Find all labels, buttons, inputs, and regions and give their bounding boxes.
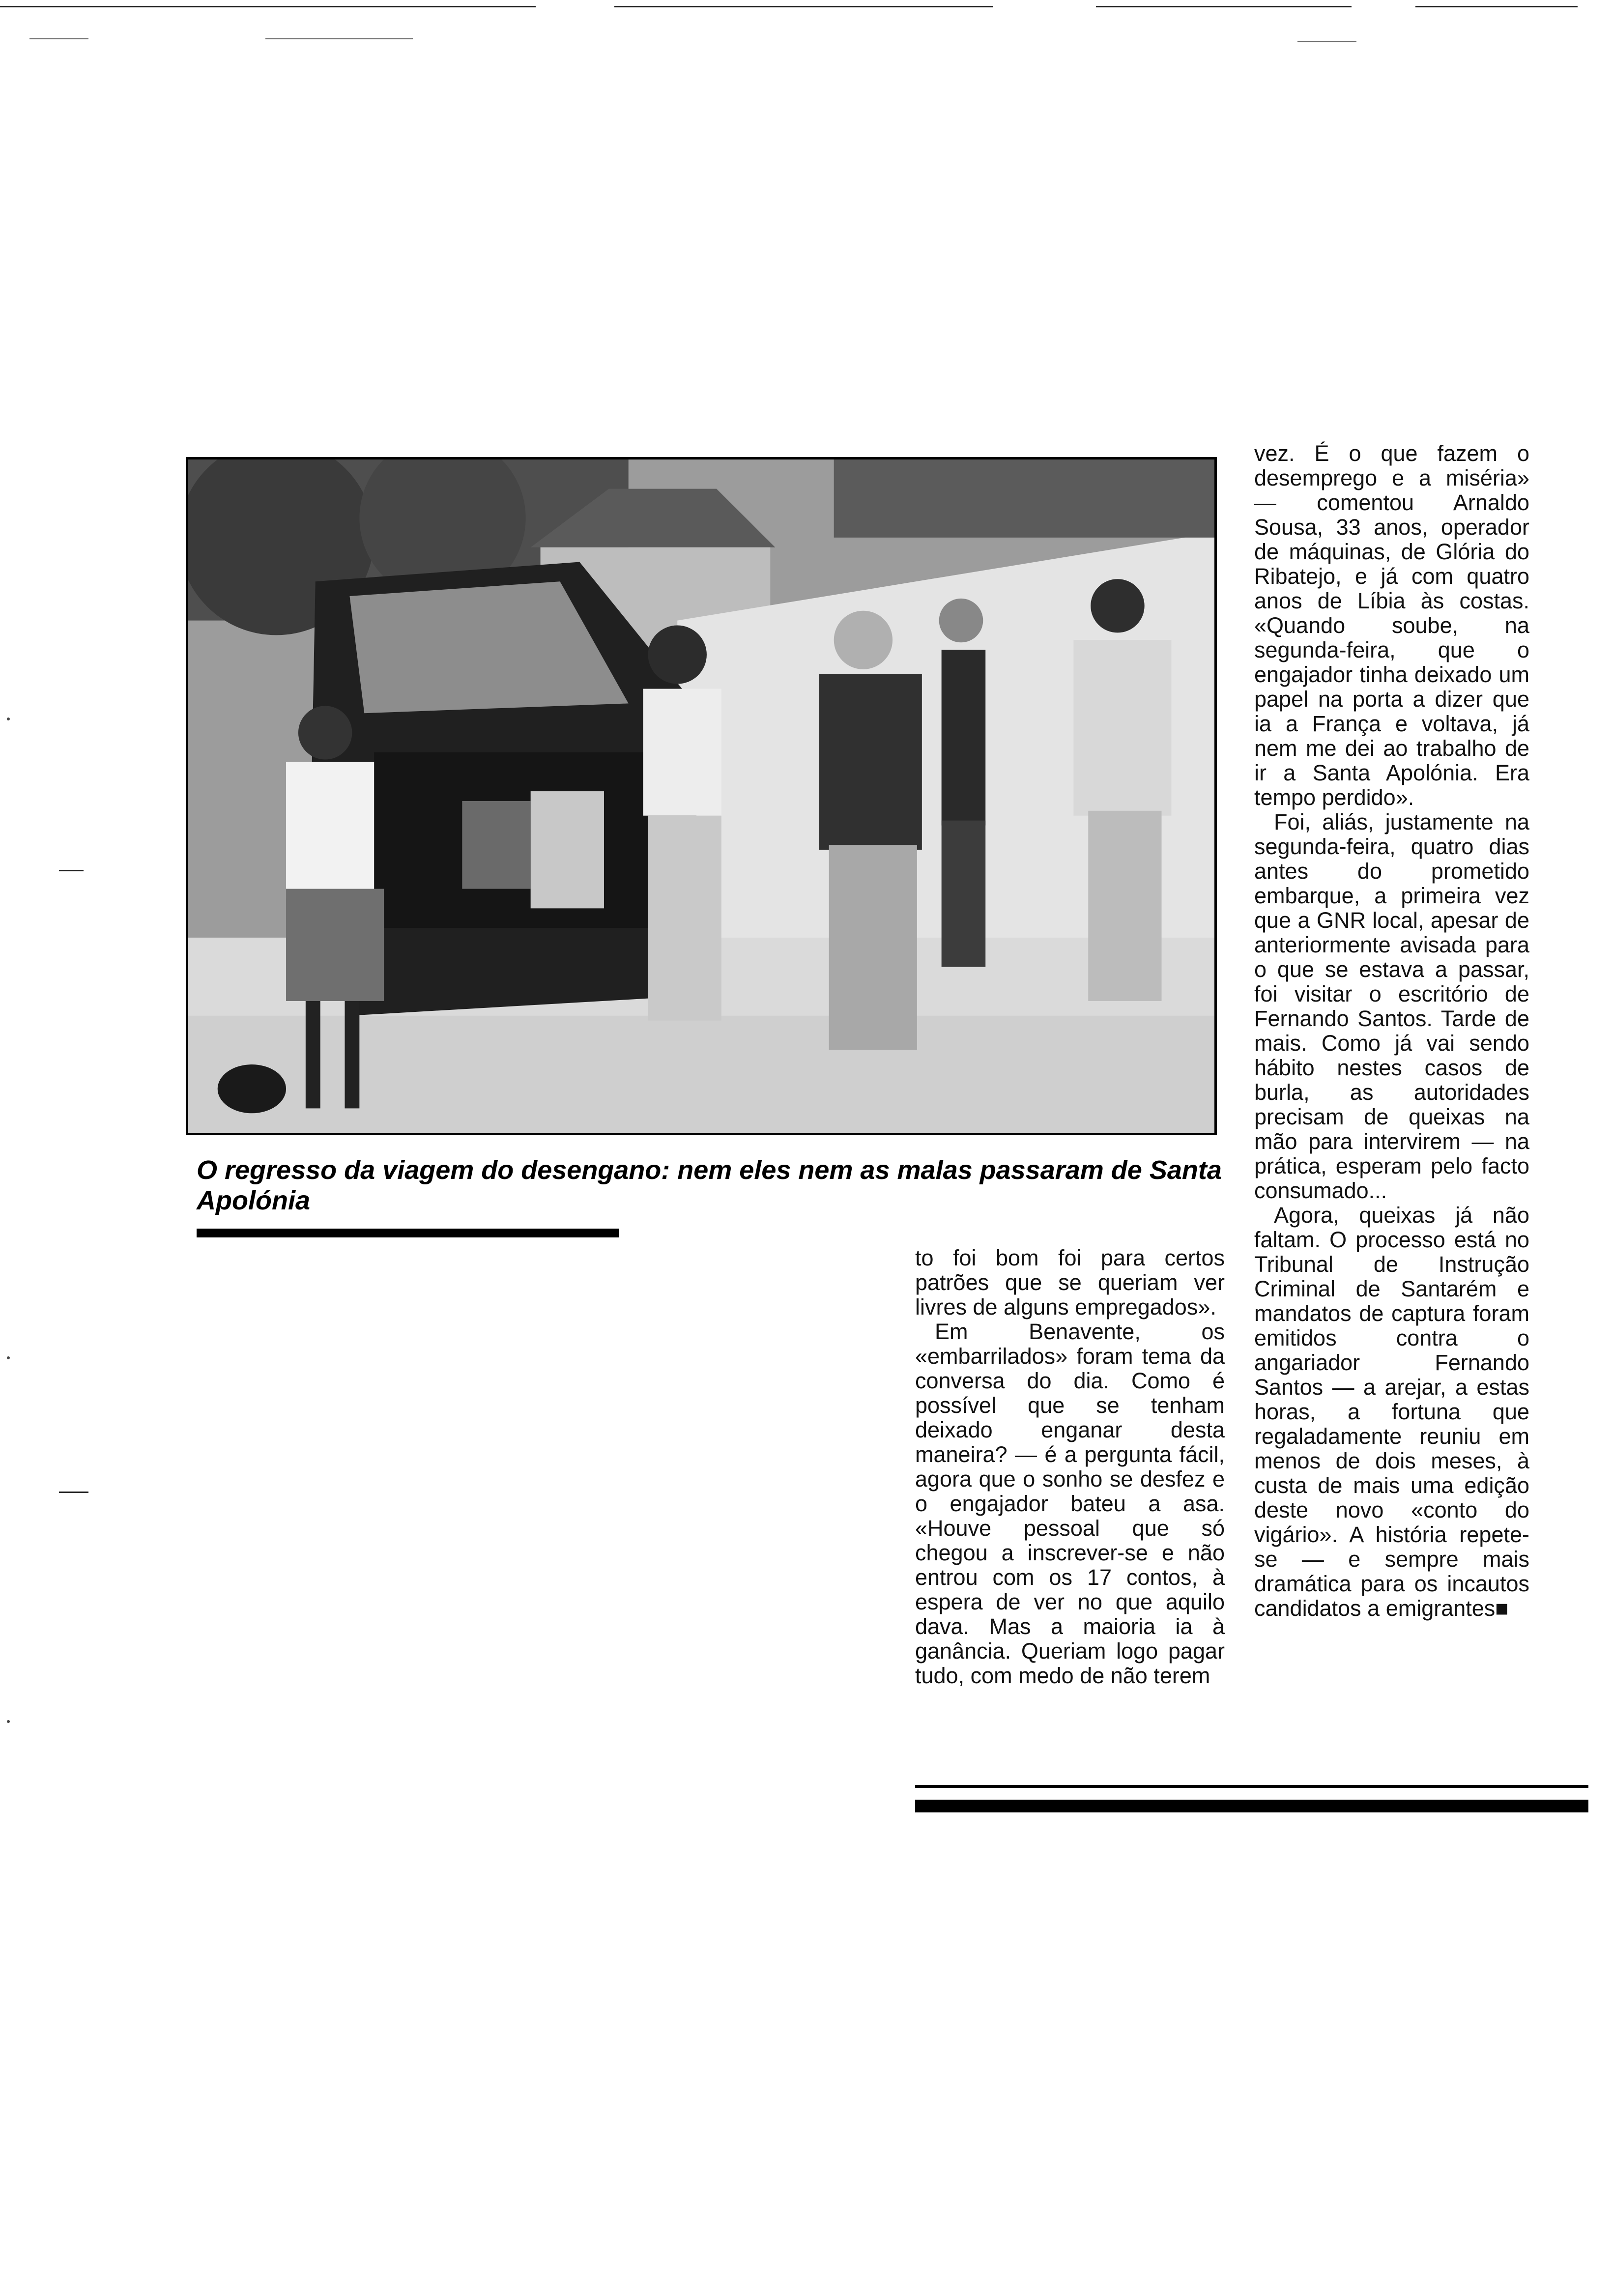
article-photo	[186, 457, 1217, 1135]
end-rule-thick	[915, 1800, 1588, 1812]
photo-image	[188, 459, 1214, 1133]
paragraph: Foi, aliás, justamente na segunda-feira, quatro dias antes do prometido embarque, a primeira vez que a GNR local, apesar de anteriormente avisada para o que se estava a passar, foi visitar o escritório de Fernando Santos. Tarde de mais. Como já vai sendo hábito nestes casos de burla, as autoridades precisam de queixas na mão para intervirem — na prática, esperam pelo facto consumado...	[1254, 809, 1529, 1203]
caption-rule	[197, 1229, 619, 1237]
scan-artifact	[59, 870, 84, 871]
scan-artifact	[59, 1492, 88, 1493]
paragraph: vez. É o que fazem o desemprego e a miséria» — comentou Arnaldo Sousa, 33 anos, operador de máquinas, de Glória do Ribatejo, e já com quatro anos de Líbia às costas. «Quando soube, na segunda-feira, que o engajador tinha deixado um papel na porta a dizer que ia a França e voltava, já nem me dei ao trabalho de ir a Santa Apolónia. Era tempo perdido».	[1254, 441, 1529, 810]
paragraph: to foi bom foi para certos patrões que se queriam ver livres de alguns empregados».	[915, 1245, 1225, 1320]
scan-artifact	[7, 718, 10, 720]
scan-artifact	[7, 1720, 10, 1723]
article-column-2	[1254, 441, 1529, 1621]
article-column-1	[915, 1246, 1225, 1688]
end-rule-thin	[915, 1785, 1588, 1788]
photo-caption: O regresso da viagem do desengano: nem eles nem as malas passaram de Santa Apolónia	[197, 1155, 1222, 1215]
scan-artifact	[29, 38, 88, 39]
paragraph: Em Benavente, os «embarrilados» foram tema da conversa do dia. Como é possível que se tenham deixado enganar desta maneira? — é a pergunta fácil, agora que o sonho se desfez e o engajador bateu a asa. «Houve pessoal que só chegou a inscrever-se e não entrou com os 17 contos, à espera de ver no que aquilo dava. Mas a maioria ia à ganância. Queriam logo pagar tudo, com medo de não terem	[915, 1319, 1225, 1688]
scan-artifact	[0, 6, 536, 7]
scan-artifact	[1297, 41, 1356, 42]
scan-artifact	[7, 1356, 10, 1359]
scan-artifact	[614, 6, 993, 7]
scan-artifact	[265, 38, 413, 39]
scan-artifact	[1415, 6, 1578, 7]
paragraph: Agora, queixas já não faltam. O processo está no Tribunal de Instrução Criminal de Santarém e mandatos de captura foram emitidos contra o angariador Fernando Santos — a arejar, a estas horas, a fortuna que regaladamente reuniu em menos de dois meses, à custa de mais uma edição deste novo «conto do vigário». A história repete-se — e sempre mais dramática para os incautos candidatos a emigrantes■	[1254, 1203, 1529, 1621]
scan-artifact	[1096, 6, 1352, 7]
